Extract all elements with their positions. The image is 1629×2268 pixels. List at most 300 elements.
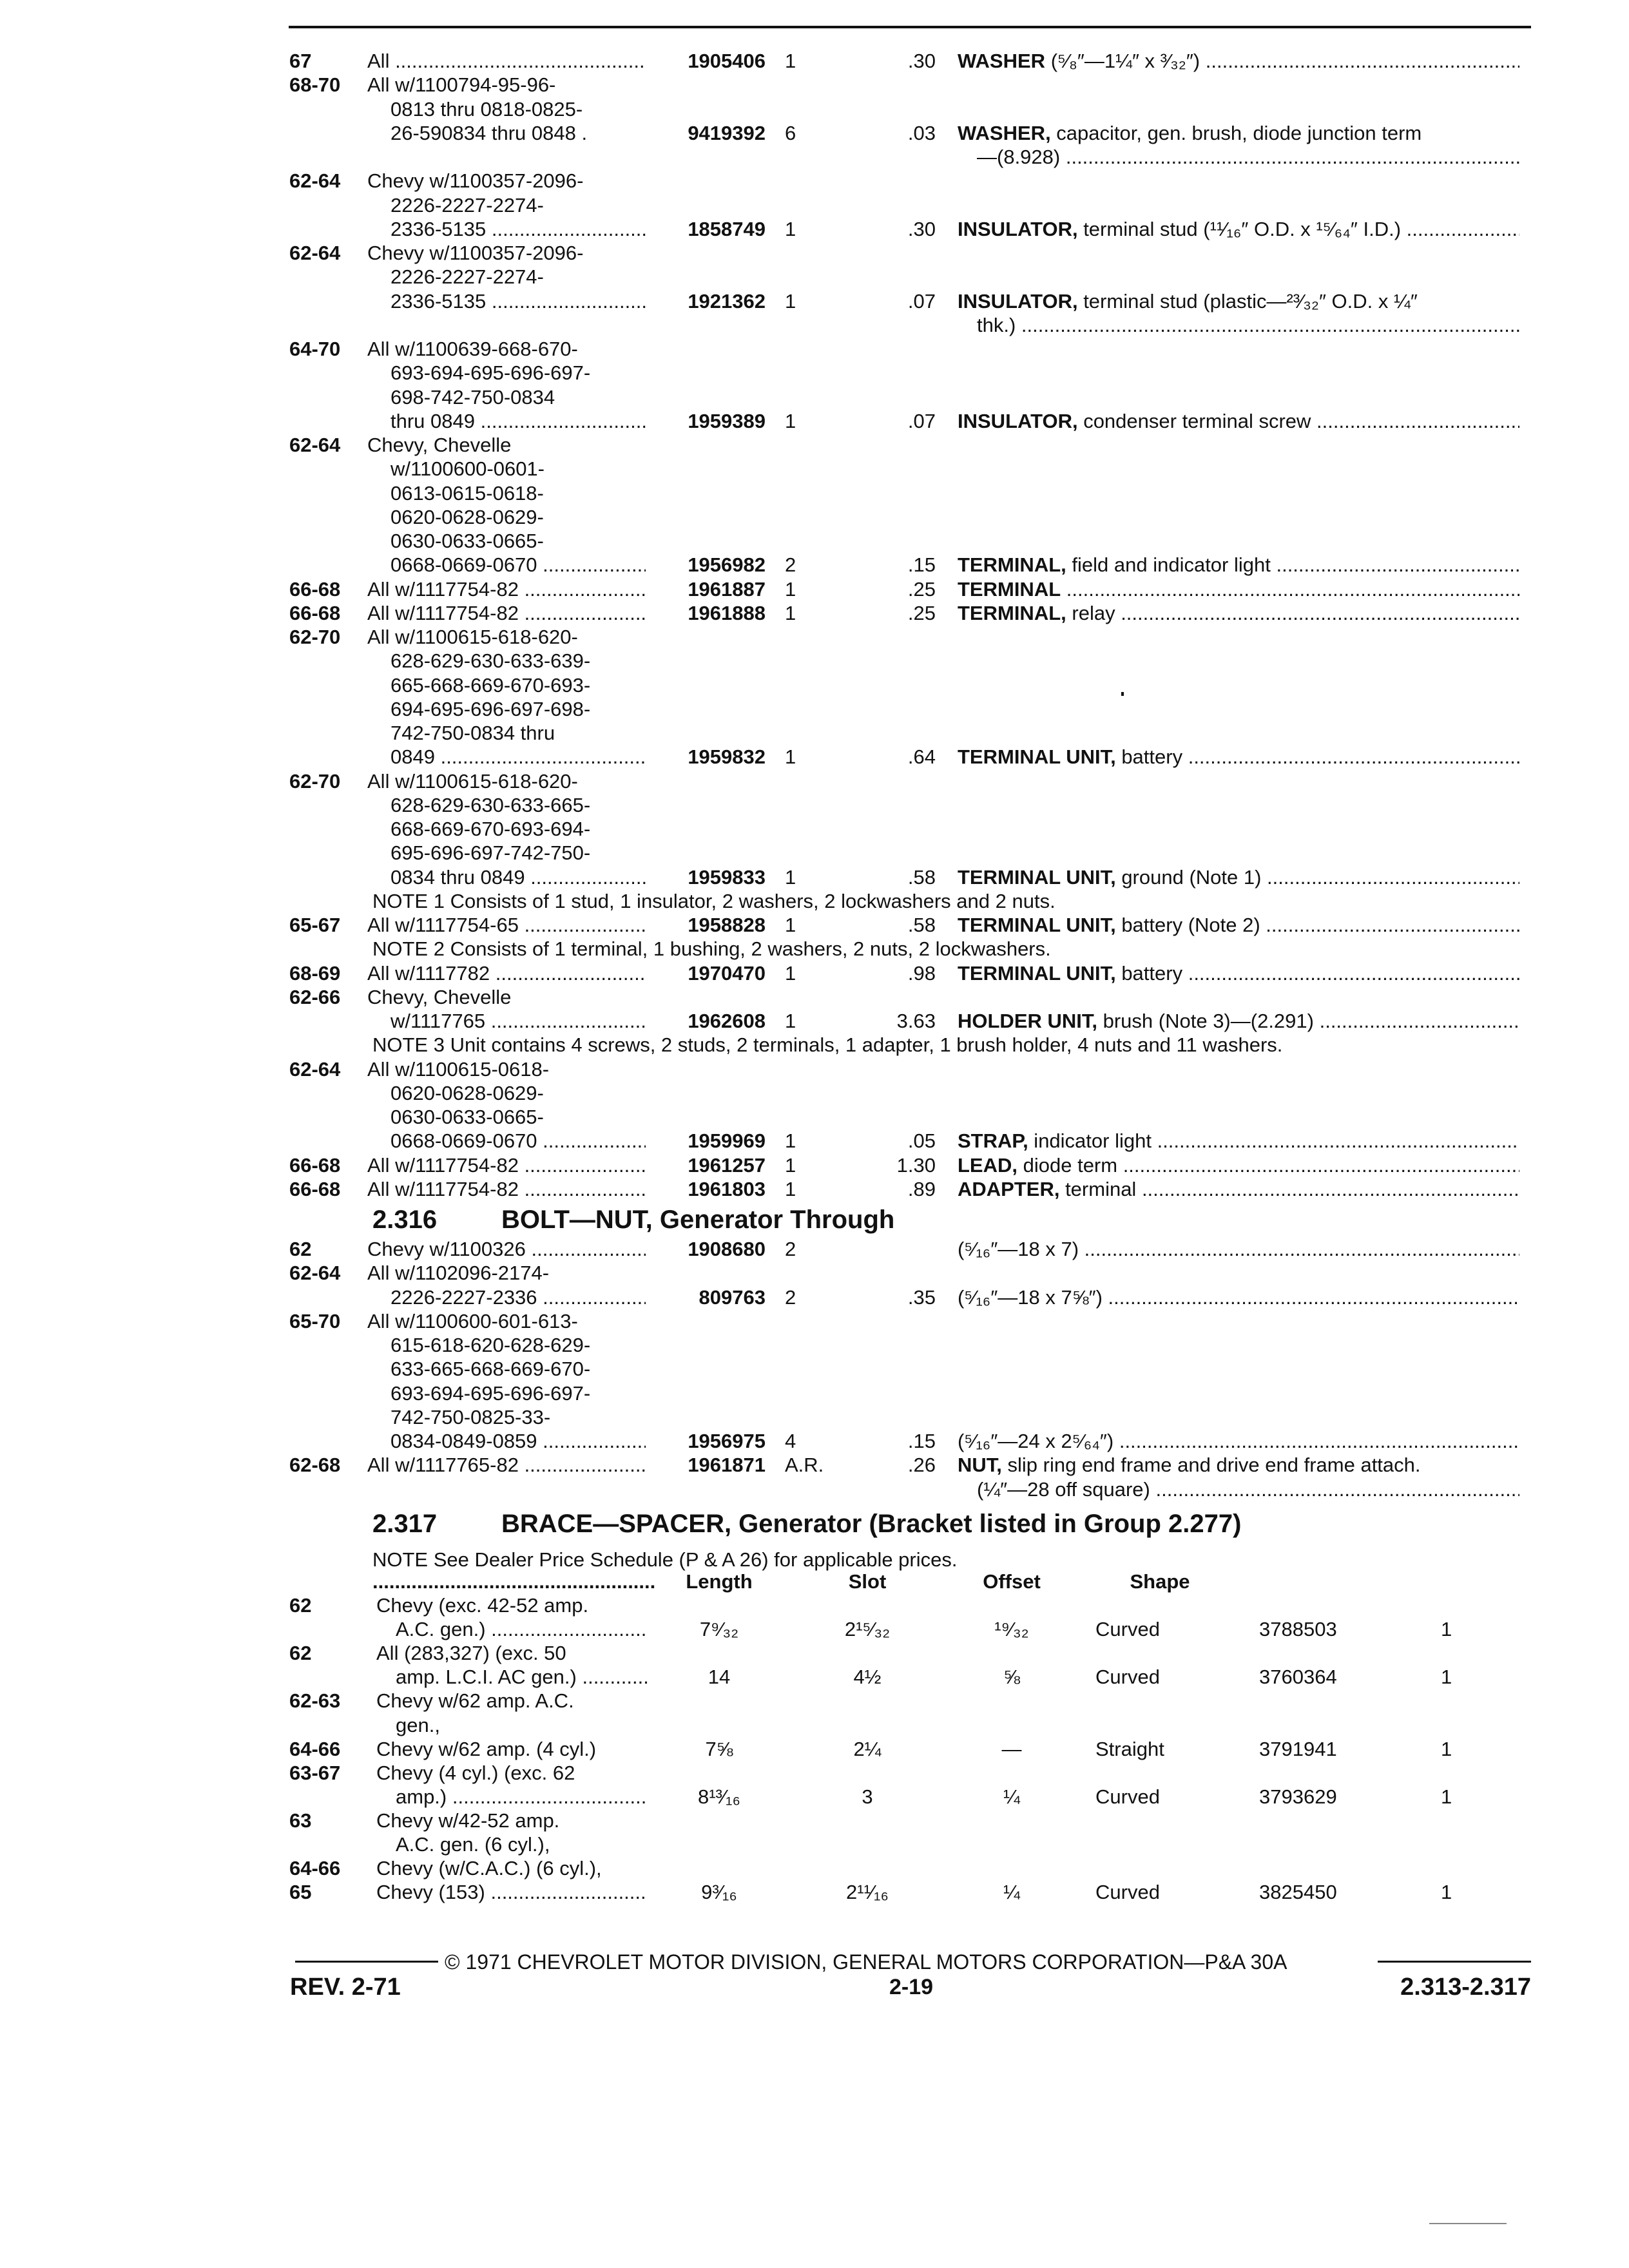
- description: [958, 1429, 1519, 1454]
- brace-slot: 2¹¹⁄₁₆: [845, 1881, 889, 1904]
- model-years: 62-64: [289, 169, 341, 193]
- part-row: [0, 769, 1629, 794]
- quantity: 1: [785, 961, 796, 985]
- brace-offset: ¼: [1003, 1881, 1020, 1904]
- part-row: [0, 793, 1629, 818]
- brace-slot: 2¹⁵⁄₃₂: [844, 1618, 891, 1641]
- application: All .....: [367, 49, 646, 73]
- quantity: 1: [785, 745, 796, 769]
- brace-shape: Curved: [1095, 1785, 1160, 1808]
- section-number: 2.316: [372, 1206, 438, 1234]
- brace-shape: Curved: [1095, 1881, 1160, 1904]
- part-row: [0, 1381, 1629, 1406]
- part-row: [0, 841, 1629, 865]
- item-detail: field and indicator light: [1066, 553, 1271, 577]
- part-row: [0, 505, 1629, 530]
- part-number: 1959833: [688, 865, 766, 889]
- price: .26: [907, 1454, 936, 1477]
- part-row: [0, 1477, 1629, 1502]
- item-detail: (⁵⁄₁₆″—24 x 2⁵⁄₆₄″): [958, 1430, 1114, 1452]
- application: 742-750-0834 thru: [390, 722, 555, 744]
- model-years: 62: [289, 1642, 312, 1665]
- part-row: [0, 481, 1629, 506]
- quantity: 2: [785, 553, 796, 577]
- brace-row: [0, 1689, 1629, 1713]
- price: .64: [907, 745, 936, 769]
- application: 0668-0669-0670 .....: [390, 1129, 646, 1153]
- part-row: [0, 313, 1629, 338]
- part-number: 3825450: [1259, 1881, 1337, 1904]
- model-years: 62-63: [289, 1689, 341, 1713]
- part-number: 1970470: [688, 961, 766, 985]
- application: 0630-0633-0665-: [390, 530, 544, 552]
- description: [958, 553, 1519, 577]
- item-name: INSULATOR,: [958, 289, 1078, 312]
- part-number: 3760364: [1259, 1666, 1337, 1689]
- description-continued: (¼″—28 off square) .....: [977, 1477, 1519, 1502]
- application: 665-668-669-670-693-: [390, 673, 591, 697]
- part-row: [0, 673, 1629, 698]
- item-detail: (⁵⁄₁₆″—18 x 7⅝″): [958, 1285, 1103, 1309]
- part-number: 1956975: [688, 1430, 766, 1452]
- price: .25: [907, 577, 936, 601]
- part-number: 1908680: [688, 1238, 766, 1260]
- brace-row: [0, 1761, 1629, 1785]
- header-leader-dots: [372, 1570, 656, 1594]
- item-detail: (⁵⁄₁₆″—18 x 7): [958, 1238, 1079, 1260]
- application: 2336-5135 .....: [390, 289, 646, 314]
- application: Chevy w/62 amp. (4 cyl.): [376, 1737, 597, 1760]
- quantity: 1: [1441, 1737, 1452, 1760]
- item-detail: brush (Note 3)—(2.291): [1097, 1010, 1314, 1032]
- application: All w/1117754-82 .....: [367, 1177, 646, 1202]
- brace-offset: ¹⁹⁄₃₂: [994, 1618, 1029, 1641]
- header-slot: Slot: [848, 1570, 887, 1593]
- application: Chevy (153) .....: [376, 1880, 647, 1905]
- description-continued: —(8.928) .....: [977, 145, 1519, 169]
- application: All w/1100600-601-613-: [367, 1309, 578, 1332]
- quantity: 1: [785, 601, 796, 624]
- item-name: STRAP,: [958, 1129, 1028, 1153]
- quantity: 1: [1441, 1881, 1452, 1904]
- model-years: 62: [289, 1238, 312, 1260]
- quantity: 1: [1441, 1785, 1452, 1808]
- part-row: [0, 1285, 1629, 1310]
- description: [958, 409, 1519, 434]
- note-row: [0, 937, 1629, 961]
- brace-slot: 4½: [853, 1666, 882, 1689]
- description: [958, 865, 1519, 890]
- brace-row: [0, 1880, 1629, 1905]
- description: [958, 1177, 1519, 1202]
- part-number: 3788503: [1259, 1618, 1337, 1641]
- part-number: 1961871: [688, 1454, 766, 1477]
- application: Chevy, Chevelle: [367, 985, 512, 1008]
- application: amp. L.C.I. AC gen.) .....: [396, 1665, 647, 1689]
- description: [958, 289, 1519, 314]
- part-number: 1905406: [688, 50, 766, 72]
- part-row: [0, 529, 1629, 553]
- footer-rule-left: [295, 1961, 438, 1963]
- part-row: [0, 265, 1629, 289]
- model-years: 68-70: [289, 73, 341, 97]
- model-years: 68-69: [289, 961, 341, 985]
- part-row: [0, 1429, 1629, 1454]
- quantity: 1: [785, 914, 796, 936]
- header-length: Length: [686, 1570, 753, 1593]
- application: Chevy (w/C.A.C.) (6 cyl.),: [376, 1857, 602, 1880]
- application: All w/1117754-82 .....: [367, 601, 646, 626]
- part-row: [0, 457, 1629, 481]
- revision-label: REV. 2-71: [290, 1974, 401, 2001]
- part-row: [0, 145, 1629, 169]
- application: 0834 thru 0849 .....: [390, 865, 646, 890]
- part-number: 1956982: [688, 553, 766, 577]
- model-years: 63: [289, 1809, 312, 1832]
- application: 693-694-695-696-697-: [390, 1381, 591, 1405]
- application: w/1117765 .....: [390, 1009, 646, 1033]
- quantity: 1: [785, 1177, 796, 1200]
- part-row: [0, 337, 1629, 361]
- application: All w/1100794-95-96-: [367, 73, 556, 97]
- item-detail: battery: [1115, 961, 1183, 985]
- application: 0668-0669-0670 .....: [390, 553, 646, 577]
- note-row: [0, 1033, 1629, 1057]
- page-number: 2-19: [889, 1975, 934, 1999]
- application: 628-629-630-633-665-: [390, 793, 591, 816]
- application: 695-696-697-742-750-: [390, 841, 591, 865]
- part-row: [0, 385, 1629, 410]
- part-number: 1959969: [688, 1129, 766, 1153]
- application: 742-750-0825-33-: [390, 1405, 551, 1428]
- description: [958, 745, 1519, 769]
- item-name: TERMINAL,: [958, 601, 1066, 624]
- part-number: 3793629: [1259, 1785, 1337, 1808]
- item-name: LEAD,: [958, 1153, 1017, 1177]
- description: [958, 913, 1519, 937]
- application: 0620-0628-0629-: [390, 505, 544, 528]
- part-number: 1961887: [688, 577, 766, 601]
- item-name: TERMINAL,: [958, 553, 1066, 577]
- part-number: 1959389: [688, 409, 766, 432]
- price: .30: [907, 217, 936, 240]
- model-years: 63-67: [289, 1761, 341, 1784]
- stray-mark: [1121, 692, 1124, 696]
- part-row: [0, 169, 1629, 193]
- part-row: [0, 409, 1629, 434]
- price: 3.63: [896, 1010, 936, 1032]
- part-row: [0, 1357, 1629, 1381]
- part-row: [0, 1081, 1629, 1106]
- item-name: WASHER,: [958, 121, 1051, 144]
- application: 628-629-630-633-639-: [390, 649, 591, 673]
- part-row: [0, 1105, 1629, 1129]
- note-text: NOTE See Dealer Price Schedule (P & A 26) for applicable prices.: [372, 1548, 958, 1571]
- part-row: [0, 553, 1629, 577]
- part-row: [0, 601, 1629, 626]
- note-row: [0, 889, 1629, 914]
- price: .25: [907, 601, 936, 624]
- part-row: [0, 361, 1629, 385]
- application: 0630-0633-0665-: [390, 1106, 544, 1128]
- part-row: [0, 1153, 1629, 1178]
- description: [958, 1453, 1519, 1477]
- application: 2336-5135 .....: [390, 217, 646, 242]
- application: 633-665-668-669-670-: [390, 1358, 591, 1381]
- price: .58: [907, 865, 936, 889]
- part-row: [0, 985, 1629, 1010]
- item-name: TERMINAL UNIT,: [958, 914, 1116, 936]
- application: All w/1100639-668-670-: [367, 338, 578, 360]
- description: [958, 601, 1519, 626]
- application: Chevy (exc. 42-52 amp.: [376, 1594, 589, 1617]
- application: Chevy w/42-52 amp.: [376, 1809, 560, 1832]
- brace-row: [0, 1856, 1629, 1881]
- description: [958, 1129, 1519, 1153]
- part-row: [0, 625, 1629, 649]
- price: .89: [907, 1177, 936, 1200]
- model-years: 64-70: [289, 338, 341, 360]
- brace-slot: 3: [862, 1785, 873, 1808]
- brace-length: 8¹³⁄₁₆: [697, 1785, 741, 1808]
- part-row: [0, 721, 1629, 745]
- part-number: 3791941: [1259, 1737, 1337, 1760]
- quantity: 2: [785, 1285, 796, 1309]
- application: amp.) .....: [396, 1785, 647, 1809]
- brace-length: 7⁹⁄₃₂: [699, 1618, 739, 1641]
- brace-row: [0, 1785, 1629, 1809]
- brace-row: [0, 1809, 1629, 1833]
- brace-shape: Curved: [1095, 1666, 1160, 1689]
- brace-shape: Straight: [1095, 1737, 1164, 1760]
- part-row: [0, 217, 1629, 242]
- part-row: [0, 1261, 1629, 1285]
- brace-slot: 2¼: [853, 1737, 882, 1760]
- section-title: BRACE—SPACER, Generator (Bracket listed in Group 2.277): [501, 1510, 1242, 1538]
- copyright-line: © 1971 CHEVROLET MOTOR DIVISION, GENERAL MOTORS CORPORATION—P&A 30A: [445, 1950, 1287, 1974]
- item-detail: relay: [1066, 601, 1115, 624]
- part-row: [0, 649, 1629, 673]
- price: .98: [907, 961, 936, 985]
- top-rule: [289, 26, 1531, 28]
- quantity: 1: [785, 865, 796, 889]
- application: All w/1100615-618-620-: [367, 769, 578, 793]
- part-row: [0, 913, 1629, 937]
- application: All w/1100615-0618-: [367, 1057, 550, 1081]
- application: All w/1102096-2174-: [367, 1262, 550, 1285]
- part-row: [0, 577, 1629, 602]
- brace-offset: ¼: [1003, 1785, 1020, 1808]
- application: 694-695-696-697-698-: [390, 697, 591, 720]
- application: thru 0849 .....: [390, 409, 646, 434]
- application: 668-669-670-693-694-: [390, 818, 591, 840]
- quantity: A.R.: [785, 1454, 824, 1477]
- application: Chevy w/1100357-2096-: [367, 242, 584, 264]
- application: 0813 thru 0818-0825-: [390, 97, 583, 120]
- part-number: 1961257: [688, 1153, 766, 1177]
- price: .15: [907, 1430, 936, 1452]
- application: A.C. gen. (6 cyl.),: [396, 1833, 550, 1856]
- price: .15: [907, 553, 936, 577]
- part-number: 1921362: [688, 289, 766, 312]
- application: w/1100600-0601-: [390, 457, 545, 481]
- part-row: [0, 121, 1629, 146]
- model-years: 64-66: [289, 1737, 341, 1760]
- description: [958, 577, 1519, 602]
- description: [958, 1009, 1519, 1033]
- quantity: 1: [785, 577, 796, 601]
- item-name: TERMINAL UNIT,: [958, 865, 1116, 889]
- model-years: 62-64: [289, 242, 341, 264]
- price: .58: [907, 914, 936, 936]
- part-number: 1961888: [688, 601, 766, 624]
- price: .03: [907, 121, 936, 144]
- quantity: 1: [785, 1153, 796, 1177]
- application: gen.,: [396, 1713, 440, 1736]
- brace-length: 7⅝: [705, 1737, 733, 1760]
- footer-rule-right: [1378, 1961, 1531, 1963]
- model-years: 66-68: [289, 1177, 341, 1200]
- model-years: 65-70: [289, 1309, 341, 1332]
- quantity: 1: [785, 217, 796, 240]
- description: [958, 1237, 1519, 1262]
- part-row: [0, 1177, 1629, 1202]
- quantity: 1: [785, 50, 796, 72]
- model-years: 62-68: [289, 1454, 341, 1477]
- part-row: [0, 241, 1629, 265]
- item-detail: indicator light: [1028, 1129, 1152, 1153]
- brace-shape: Curved: [1095, 1618, 1160, 1641]
- model-years: 62-70: [289, 769, 341, 793]
- part-number: 9419392: [688, 121, 766, 144]
- part-row: [0, 433, 1629, 457]
- description: [958, 1285, 1519, 1310]
- item-detail: battery (Note 2): [1115, 914, 1260, 936]
- part-row: [0, 1129, 1629, 1153]
- description: [958, 217, 1519, 242]
- brace-offset: ⅝: [1003, 1666, 1020, 1689]
- application: Chevy w/62 amp. A.C.: [376, 1689, 574, 1713]
- part-row: [0, 1405, 1629, 1430]
- part-row: [0, 97, 1629, 122]
- application: 2226-2227-2336 .....: [390, 1285, 646, 1310]
- price: .07: [907, 289, 936, 312]
- price: .35: [907, 1285, 936, 1309]
- scan-smudge: [1429, 2223, 1507, 2224]
- model-years: 65: [289, 1881, 312, 1904]
- item-detail: terminal: [1059, 1177, 1137, 1200]
- part-row: [0, 745, 1629, 769]
- model-years: 62-70: [289, 626, 341, 648]
- brace-note: [0, 1548, 1629, 1572]
- part-row: [0, 865, 1629, 890]
- part-row: [0, 697, 1629, 722]
- item-name: TERMINAL: [958, 577, 1061, 601]
- item-detail: slip ring end frame and drive end frame attach.: [1001, 1454, 1421, 1477]
- quantity: 1: [785, 409, 796, 432]
- application: All w/1100615-618-620-: [367, 626, 578, 648]
- application: All w/1117754-82 .....: [367, 1153, 646, 1178]
- item-detail: terminal stud (plastic—²³⁄₃₂″ O.D. x ¼″: [1077, 289, 1418, 312]
- application: 693-694-695-696-697-: [390, 361, 591, 385]
- header-offset: Offset: [983, 1570, 1041, 1593]
- item-name: TERMINAL UNIT,: [958, 745, 1116, 769]
- item-name: INSULATOR,: [958, 409, 1078, 432]
- model-years: 67: [289, 50, 312, 72]
- part-row: [0, 73, 1629, 97]
- item-detail: condenser terminal screw: [1077, 409, 1311, 432]
- application: A.C. gen.) .....: [396, 1617, 647, 1642]
- part-number: 1858749: [688, 217, 766, 240]
- brace-row: [0, 1832, 1629, 1857]
- quantity: 1: [785, 1129, 796, 1153]
- application: All w/1117754-65 .....: [367, 913, 646, 937]
- quantity: 4: [785, 1430, 796, 1452]
- price: .05: [907, 1129, 936, 1153]
- application: 2226-2227-2274-: [390, 265, 544, 289]
- application: All w/1117765-82 .....: [367, 1453, 646, 1477]
- brace-offset: —: [1001, 1737, 1022, 1760]
- note-text: NOTE 1 Consists of 1 stud, 1 insulator, 2 washers, 2 lockwashers and 2 nuts.: [372, 889, 1055, 912]
- part-row: [0, 1009, 1629, 1033]
- description: [958, 961, 1519, 986]
- part-number: 1958828: [688, 914, 766, 936]
- item-name: WASHER: [958, 50, 1046, 72]
- section-title: BOLT—NUT, Generator Through: [501, 1206, 895, 1234]
- description: [958, 1153, 1519, 1178]
- brace-row: [0, 1665, 1629, 1689]
- part-number: 809763: [699, 1285, 766, 1309]
- item-name: ADAPTER,: [958, 1177, 1060, 1200]
- item-detail: (⁵⁄₈″—1¼″ x ³⁄₃₂″): [1045, 50, 1200, 72]
- item-name: TERMINAL UNIT,: [958, 961, 1116, 985]
- part-row: [0, 1333, 1629, 1358]
- part-row: [0, 1237, 1629, 1262]
- model-years: 66-68: [289, 1153, 341, 1177]
- application: 0613-0615-0618-: [390, 481, 544, 505]
- brace-table-header: [0, 1570, 1629, 1594]
- quantity: 6: [785, 121, 796, 144]
- application: 698-742-750-0834: [390, 385, 555, 408]
- application: 0620-0628-0629-: [390, 1081, 544, 1104]
- application: Chevy w/1100326 .....: [367, 1237, 646, 1262]
- note-text: NOTE 2 Consists of 1 terminal, 1 bushing, 2 washers, 2 nuts, 2 lockwashers.: [372, 937, 1051, 961]
- model-years: 65-67: [289, 914, 341, 936]
- quantity: 1: [1441, 1618, 1452, 1641]
- price: .07: [907, 409, 936, 432]
- part-row: [0, 961, 1629, 986]
- model-years: 66-68: [289, 577, 341, 601]
- model-years: 62: [289, 1594, 312, 1617]
- model-years: 64-66: [289, 1857, 341, 1880]
- description: [958, 121, 1519, 146]
- application: All w/1117754-82 .....: [367, 577, 646, 602]
- part-row: [0, 1453, 1629, 1477]
- application: 615-618-620-628-629-: [390, 1334, 591, 1356]
- header-shape: Shape: [1130, 1570, 1190, 1593]
- description-continued: thk.) .....: [977, 313, 1519, 338]
- application: All (283,327) (exc. 50: [376, 1642, 566, 1665]
- model-years: 62-64: [289, 434, 341, 456]
- model-years: 62-66: [289, 985, 341, 1008]
- part-number: 1961803: [688, 1177, 766, 1200]
- application: 26-590834 thru 0848 .: [390, 121, 588, 144]
- brace-length: 9³⁄₁₆: [701, 1881, 737, 1904]
- brace-row: [0, 1593, 1629, 1618]
- part-number: 1962608: [688, 1010, 766, 1032]
- part-row: [0, 1057, 1629, 1082]
- model-years: 62-64: [289, 1262, 341, 1285]
